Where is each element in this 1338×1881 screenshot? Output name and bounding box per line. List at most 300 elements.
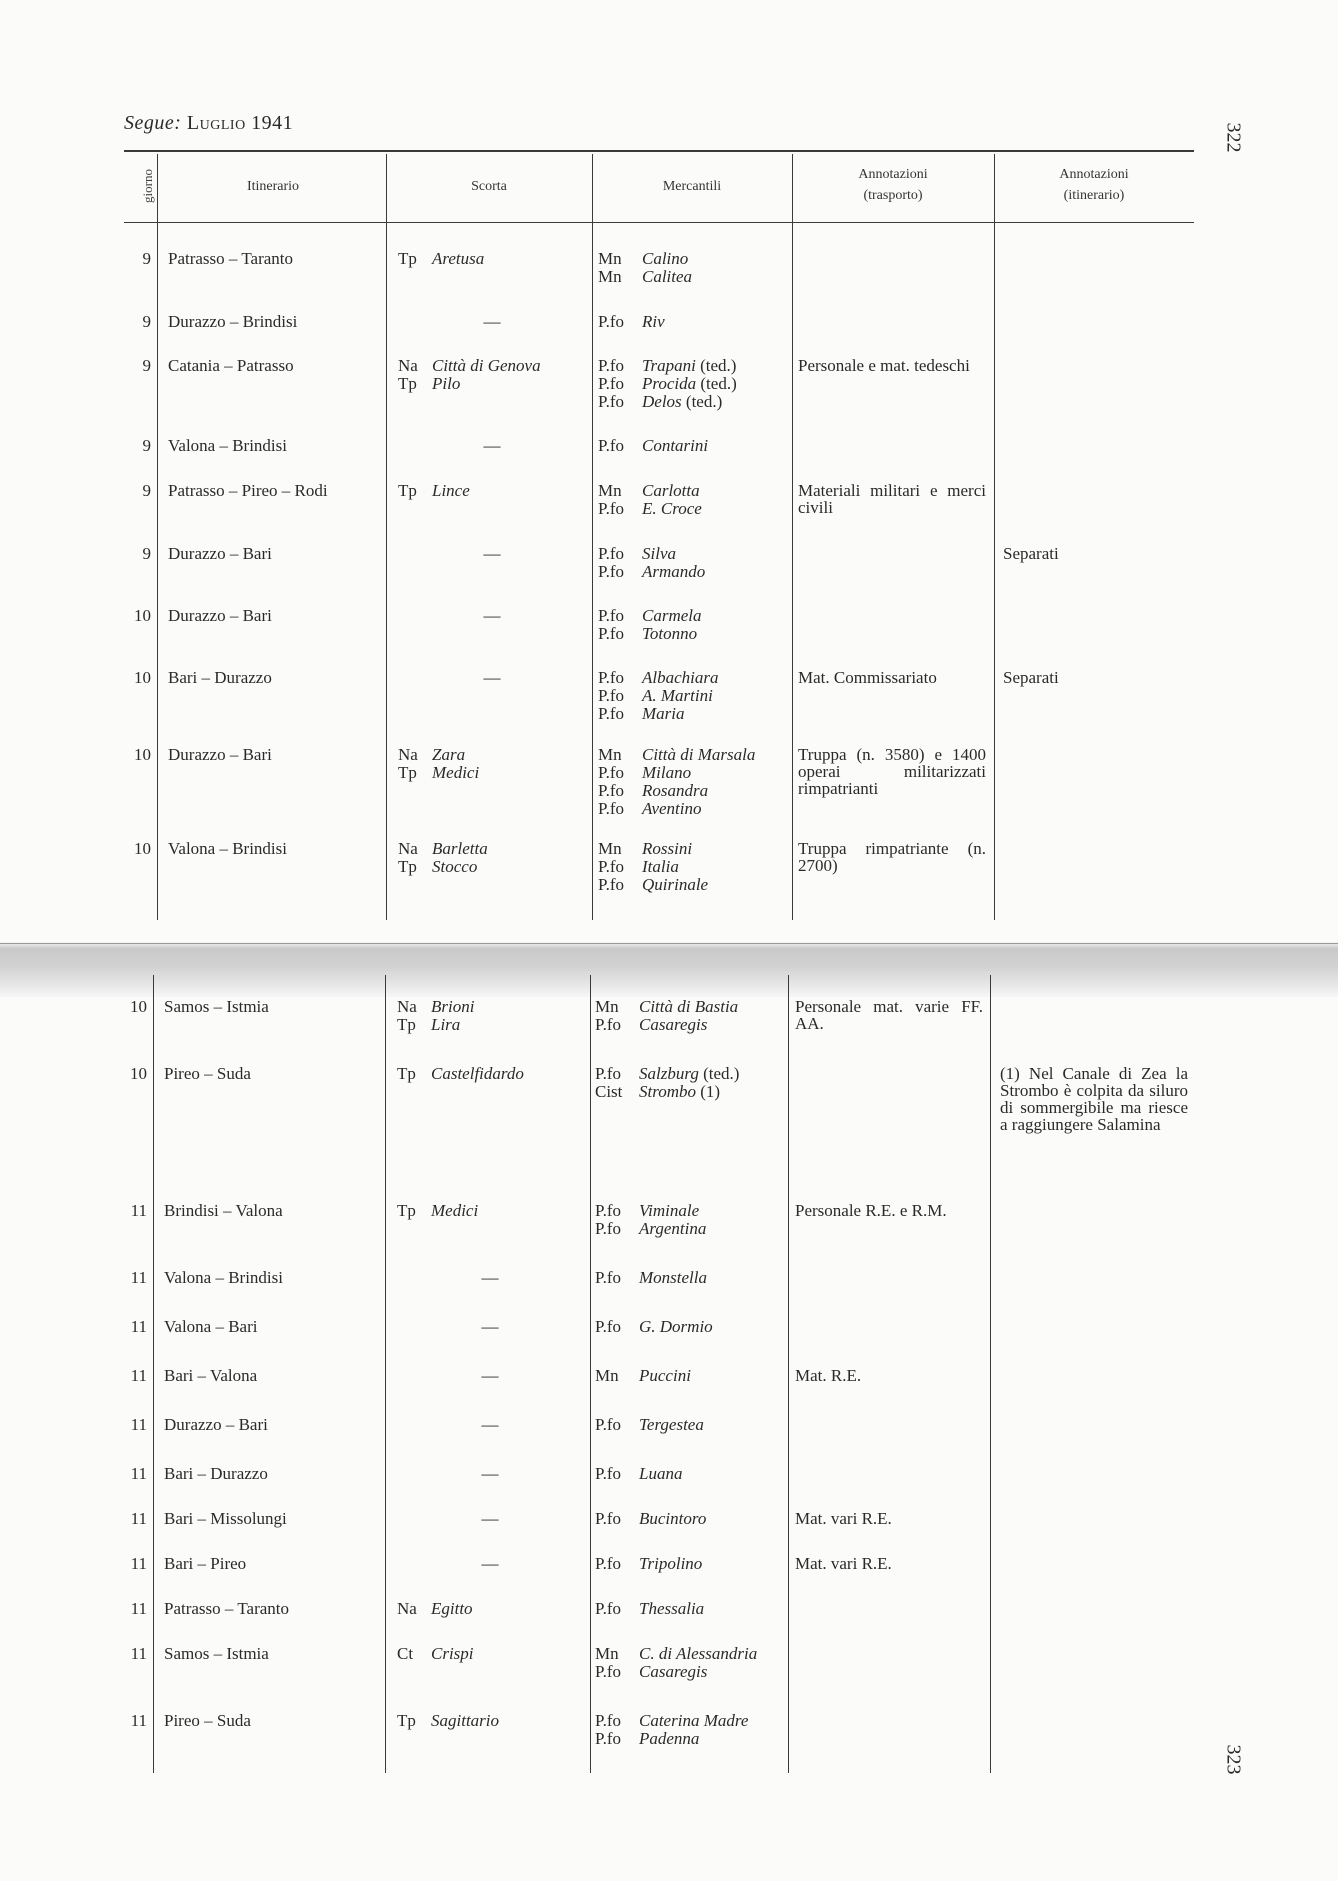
day-cell: 11	[130, 1366, 147, 1385]
merchant-ship-name: Albachiara	[642, 668, 719, 687]
day-cell: 10	[134, 839, 151, 858]
merchant-type: P.fo	[598, 686, 624, 705]
escort-ship-name: Medici	[431, 1201, 479, 1220]
escort-type: Na	[397, 1599, 417, 1618]
merchant-type: P.fo	[595, 1509, 621, 1528]
col-rule	[592, 154, 593, 920]
itinerary-cell: Bari – Durazzo	[164, 1464, 268, 1483]
escort-cell	[398, 746, 479, 782]
merchant-type: P.fo	[595, 1554, 621, 1573]
merchant-type: P.fo	[595, 1201, 621, 1220]
escort-type: Na	[398, 839, 418, 858]
merchant-ship-name: Carmela	[642, 606, 702, 625]
merchant-line	[595, 1510, 706, 1528]
escort-ship-name: Castelfidardo	[431, 1064, 524, 1083]
merchant-type: P.fo	[595, 1464, 621, 1483]
merchant-type: P.fo	[595, 1064, 621, 1083]
escort-ship-name: Egitto	[431, 1599, 473, 1618]
merchant-line	[595, 1016, 738, 1034]
escort-ship-name: Crispi	[431, 1644, 474, 1663]
day-cell: 9	[142, 436, 151, 455]
merchant-ship-name: Salzburg	[639, 1064, 699, 1083]
merchant-ship-name: Puccini	[639, 1366, 691, 1385]
merchant-ship-name: Argentina	[639, 1219, 707, 1238]
day-cell: 11	[130, 1554, 147, 1573]
merchants-cell	[595, 1510, 706, 1528]
merchants-cell	[595, 1318, 713, 1336]
day-cell: 11	[130, 1711, 147, 1730]
escort-dash: —	[481, 1415, 499, 1434]
merchant-ship-name: Italia	[642, 857, 679, 876]
merchants-cell	[595, 1465, 682, 1483]
merchant-line	[595, 1065, 739, 1083]
escort-line	[397, 998, 474, 1016]
merchant-ship-name: Calitea	[642, 267, 693, 286]
itinerary-cell: Pireo – Suda	[164, 1064, 251, 1083]
merchant-line	[595, 1367, 691, 1385]
merchant-ship-name: Bucintoro	[639, 1509, 707, 1528]
transport-note: Personale mat. varie FF. AA.	[795, 997, 983, 1033]
merchants-cell	[595, 1416, 704, 1434]
escort-line	[397, 1016, 474, 1034]
merchant-type: P.fo	[598, 799, 624, 818]
merchant-type: P.fo	[598, 857, 624, 876]
itinerary-cell: Patrasso – Taranto	[164, 1599, 290, 1618]
merchants-cell	[595, 1202, 706, 1238]
escort-type: Tp	[397, 1015, 416, 1034]
merchant-ship-name: Tergestea	[639, 1415, 704, 1434]
merchant-ship-name: Maria	[642, 704, 685, 723]
transport-note: Personale e mat. tedeschi	[798, 356, 970, 375]
day-cell: 9	[142, 481, 151, 500]
itinerary-cell: Patrasso – Pireo – Rodi	[168, 481, 328, 500]
merchant-ship-name: Quirinale	[642, 875, 709, 894]
merchant-type: P.fo	[595, 1015, 621, 1034]
merchant-type: P.fo	[595, 1268, 621, 1287]
merchants-cell	[595, 1269, 707, 1287]
merchant-line	[595, 1465, 682, 1483]
merchant-type: Mn	[598, 481, 622, 500]
merchants-cell	[595, 1367, 691, 1385]
merchant-line	[595, 1202, 706, 1220]
transport-note: Truppa (n. 3580) e 1400 operai militarizzati rimpatrianti	[798, 745, 986, 798]
merchant-line	[595, 1416, 704, 1434]
merchant-line	[598, 250, 692, 268]
escort-line	[398, 482, 470, 500]
merchant-ship-name: Casaregis	[639, 1662, 708, 1681]
itinerary-cell: Valona – Brindisi	[168, 839, 287, 858]
escort-ship-name: Sagittario	[431, 1711, 500, 1730]
escort-type: Na	[398, 356, 418, 375]
itinerary-cell: Samos – Istmia	[164, 1644, 269, 1663]
escort-cell	[398, 357, 541, 393]
escort-dash: —	[481, 1268, 499, 1287]
merchant-note: (1)	[696, 1082, 721, 1101]
merchant-type: P.fo	[595, 1662, 621, 1681]
col-head-itinerario-note	[994, 164, 1194, 206]
day-cell: 11	[130, 1599, 147, 1618]
merchant-line	[598, 482, 702, 500]
merchant-line	[598, 800, 755, 818]
merchant-type: P.fo	[598, 374, 624, 393]
merchant-line	[598, 669, 719, 687]
merchant-ship-name: Monstella	[639, 1268, 707, 1287]
transport-note: Mat. vari R.E.	[795, 1509, 892, 1528]
escort-type: Tp	[398, 481, 417, 500]
merchant-type: P.fo	[595, 1729, 621, 1748]
escort-ship-name: Lince	[432, 481, 470, 500]
merchant-line	[598, 437, 708, 455]
merchant-ship-name: Delos	[642, 392, 682, 411]
itinerary-cell: Durazzo – Bari	[168, 745, 272, 764]
escort-dash: —	[483, 606, 501, 625]
merchant-type: P.fo	[598, 763, 624, 782]
merchant-ship-name: Trapani	[642, 356, 696, 375]
merchant-line	[595, 1663, 757, 1681]
escort-ship-name: Brioni	[431, 997, 475, 1016]
merchant-ship-name: Padenna	[639, 1729, 700, 1748]
merchant-note: (ted.)	[698, 1064, 740, 1083]
page-number-top: 322	[1222, 122, 1245, 153]
escort-line	[398, 840, 488, 858]
merchant-line	[595, 1645, 757, 1663]
day-cell: 11	[130, 1415, 147, 1434]
merchant-ship-name: Thessalia	[639, 1599, 705, 1618]
table-top-rule	[124, 150, 1194, 152]
merchants-cell	[595, 1600, 704, 1618]
escort-type: Tp	[397, 1064, 416, 1083]
header-segue: Segue:	[124, 112, 182, 134]
itinerary-cell: Bari – Durazzo	[168, 668, 272, 687]
escort-cell	[398, 250, 484, 268]
merchant-type: P.fo	[598, 312, 624, 331]
itinerary-note: (1) Nel Canale di Zea la Strombo è colpita da siluro di sommergibile ma riesce a raggiungere Salamina	[1000, 1064, 1188, 1134]
merchant-type: Mn	[595, 997, 619, 1016]
escort-ship-name: Stocco	[432, 857, 478, 876]
merchant-type: P.fo	[595, 1317, 621, 1336]
escort-cell	[397, 1600, 473, 1618]
merchant-type: Mn	[598, 839, 622, 858]
col-rule	[792, 154, 793, 920]
merchant-ship-name: Città di Bastia	[639, 997, 739, 1016]
escort-line	[397, 1712, 499, 1730]
merchant-type: P.fo	[595, 1599, 621, 1618]
transport-note: Mat. Commissariato	[798, 668, 937, 687]
day-cell: 11	[130, 1268, 147, 1287]
col-rule	[386, 154, 387, 920]
merchant-line	[595, 1220, 706, 1238]
merchant-ship-name: Tripolino	[639, 1554, 703, 1573]
escort-line	[398, 375, 541, 393]
page-number-bottom: 323	[1222, 1744, 1245, 1775]
merchant-ship-name: Carlotta	[642, 481, 700, 500]
escort-cell	[397, 1645, 474, 1663]
col-head-trasporto-2: (trasporto)	[863, 188, 923, 203]
escort-type: Tp	[398, 857, 417, 876]
escort-type: Tp	[397, 1201, 416, 1220]
itinerary-cell: Valona – Brindisi	[168, 436, 287, 455]
merchant-type: P.fo	[598, 562, 624, 581]
day-cell: 10	[130, 1064, 147, 1083]
col-head-itinerario-note-2: (itinerario)	[1063, 188, 1125, 203]
escort-ship-name: Zara	[432, 745, 466, 764]
day-cell: 10	[134, 668, 151, 687]
merchant-line	[598, 764, 755, 782]
day-cell: 9	[142, 249, 151, 268]
escort-line	[397, 1202, 478, 1220]
escort-type: Na	[397, 997, 417, 1016]
merchant-type: Mn	[598, 267, 622, 286]
merchant-ship-name: Città di Marsala	[642, 745, 756, 764]
escort-ship-name: Lira	[431, 1015, 461, 1034]
escort-line	[398, 357, 541, 375]
merchant-type: P.fo	[598, 668, 624, 687]
col-rule	[994, 154, 995, 920]
merchant-note: (ted.)	[695, 356, 737, 375]
transport-note: Materiali militari e merci civili	[798, 481, 986, 517]
escort-dash: —	[483, 312, 501, 331]
transport-note: Truppa rimpatriante (n. 2700)	[798, 839, 986, 875]
escort-ship-name: Pilo	[432, 374, 461, 393]
merchant-note: (ted.)	[696, 374, 737, 393]
escort-type: Na	[398, 745, 418, 764]
day-cell: 10	[134, 745, 151, 764]
itinerary-cell: Patrasso – Taranto	[168, 249, 294, 268]
transport-note: Mat. R.E.	[795, 1366, 862, 1385]
escort-line	[397, 1645, 474, 1663]
escort-cell	[397, 1712, 499, 1730]
escort-line	[397, 1065, 524, 1083]
escort-type: Tp	[398, 374, 417, 393]
day-cell: 10	[134, 606, 151, 625]
merchants-cell	[598, 545, 705, 581]
itinerary-cell: Catania – Patrasso	[168, 356, 294, 375]
merchant-ship-name: Strombo	[639, 1082, 696, 1101]
merchant-line	[598, 687, 719, 705]
merchants-cell	[598, 840, 708, 894]
day-cell: 11	[130, 1201, 147, 1220]
merchant-ship-name: Riv	[642, 312, 665, 331]
merchant-line	[598, 840, 708, 858]
col-rule	[153, 975, 154, 1773]
merchants-cell	[595, 1712, 748, 1748]
day-cell: 9	[142, 356, 151, 375]
merchant-ship-name: Aventino	[642, 799, 702, 818]
merchant-type: Mn	[595, 1644, 619, 1663]
header-month: Luglio 1941	[186, 112, 294, 134]
merchants-cell	[595, 1645, 757, 1681]
col-head-mercantili: Mercantili	[662, 179, 722, 194]
merchant-ship-name: C. di Alessandria	[639, 1644, 758, 1663]
escort-type: Tp	[398, 763, 417, 782]
merchants-cell	[595, 1065, 739, 1101]
merchant-line	[598, 858, 708, 876]
col-rule	[385, 975, 386, 1773]
merchant-line	[595, 1083, 739, 1101]
merchant-line	[598, 782, 755, 800]
merchant-line	[598, 625, 702, 643]
merchant-line	[595, 998, 738, 1016]
merchant-ship-name: Procida	[642, 374, 697, 393]
merchants-cell	[598, 357, 737, 411]
merchant-line	[598, 375, 737, 393]
merchant-line	[595, 1730, 748, 1748]
col-head-itinerario-note-1: Annotazioni	[1059, 167, 1129, 182]
merchant-ship-name: A. Martini	[642, 686, 713, 705]
itinerary-cell: Durazzo – Bari	[164, 1415, 268, 1434]
merchant-line	[598, 746, 755, 764]
itinerary-cell: Durazzo – Bari	[168, 606, 272, 625]
page-edge-line	[0, 943, 1338, 944]
col-head-itinerario: Itinerario	[246, 179, 300, 194]
escort-line	[398, 250, 484, 268]
escort-dash: —	[481, 1509, 499, 1528]
escort-dash: —	[481, 1554, 499, 1573]
merchant-line	[598, 705, 719, 723]
itinerary-cell: Durazzo – Brindisi	[168, 312, 298, 331]
page-fold-gutter	[0, 942, 1338, 997]
escort-ship-name: Medici	[432, 763, 480, 782]
itinerary-cell: Valona – Bari	[164, 1317, 258, 1336]
merchants-cell	[598, 313, 665, 331]
merchant-line	[598, 357, 737, 375]
merchant-line	[595, 1555, 702, 1573]
escort-dash: —	[481, 1317, 499, 1336]
merchant-line	[598, 268, 692, 286]
merchant-ship-name: E. Croce	[642, 499, 702, 518]
merchants-cell	[598, 482, 702, 518]
merchant-type: Cist	[595, 1082, 623, 1101]
merchant-type: Mn	[598, 745, 622, 764]
escort-cell	[398, 840, 488, 876]
merchant-type: P.fo	[598, 704, 624, 723]
merchant-ship-name: Casaregis	[639, 1015, 708, 1034]
merchant-ship-name: Totonno	[642, 624, 698, 643]
merchant-ship-name: Silva	[642, 544, 676, 563]
col-rule	[590, 975, 591, 1773]
merchant-ship-name: Armando	[642, 562, 706, 581]
merchant-line	[595, 1269, 707, 1287]
col-rule	[788, 975, 789, 1773]
transport-note: Personale R.E. e R.M.	[795, 1201, 947, 1220]
merchants-cell	[598, 437, 708, 455]
merchants-cell	[598, 250, 692, 286]
itinerary-cell: Bari – Missolungi	[164, 1509, 287, 1528]
col-rule	[157, 154, 158, 920]
merchant-ship-name: G. Dormio	[639, 1317, 713, 1336]
itinerary-note: Separati	[1003, 544, 1059, 563]
day-cell: 10	[130, 997, 147, 1016]
merchant-line	[595, 1600, 704, 1618]
escort-line	[397, 1600, 473, 1618]
escort-line	[398, 858, 488, 876]
itinerary-cell: Brindisi – Valona	[164, 1201, 283, 1220]
merchant-type: P.fo	[598, 781, 624, 800]
merchant-ship-name: Luana	[639, 1464, 683, 1483]
transport-note: Mat. vari R.E.	[795, 1554, 892, 1573]
escort-type: Tp	[397, 1711, 416, 1730]
merchant-line	[598, 607, 702, 625]
day-cell: 11	[130, 1509, 147, 1528]
escort-line	[398, 746, 479, 764]
merchant-line	[598, 393, 737, 411]
itinerary-cell: Valona – Brindisi	[164, 1268, 283, 1287]
itinerary-cell: Samos – Istmia	[164, 997, 269, 1016]
merchant-type: P.fo	[595, 1219, 621, 1238]
day-cell: 11	[130, 1317, 147, 1336]
merchant-type: P.fo	[595, 1415, 621, 1434]
page-header	[124, 112, 293, 135]
escort-type: Tp	[398, 249, 417, 268]
col-head-scorta: Scorta	[471, 179, 507, 194]
day-cell: 11	[130, 1464, 147, 1483]
merchant-ship-name: Milano	[642, 763, 692, 782]
escort-dash: —	[483, 436, 501, 455]
escort-type: Ct	[397, 1644, 414, 1663]
merchant-ship-name: Caterina Madre	[639, 1711, 749, 1730]
escort-dash: —	[483, 668, 501, 687]
itinerary-cell: Bari – Pireo	[164, 1554, 247, 1573]
merchant-ship-name: Viminale	[639, 1201, 700, 1220]
merchant-line	[598, 500, 702, 518]
escort-cell	[397, 1065, 524, 1083]
merchant-type: P.fo	[595, 1711, 621, 1730]
merchants-cell	[595, 998, 738, 1034]
escort-cell	[398, 482, 470, 500]
escort-dash: —	[481, 1464, 499, 1483]
merchant-type: P.fo	[598, 436, 624, 455]
escort-dash: —	[481, 1366, 499, 1385]
escort-cell	[397, 998, 474, 1034]
table-header-rule	[124, 222, 1194, 223]
col-rule	[990, 975, 991, 1773]
merchant-line	[598, 545, 705, 563]
col-head-giorno: giorno	[140, 169, 155, 203]
merchant-line	[598, 876, 708, 894]
merchant-ship-name: Rossini	[642, 839, 693, 858]
merchants-cell	[598, 607, 702, 643]
merchant-ship-name: Rosandra	[642, 781, 709, 800]
merchant-line	[595, 1318, 713, 1336]
merchant-type: P.fo	[598, 606, 624, 625]
itinerary-cell: Bari – Valona	[164, 1366, 258, 1385]
merchant-note: (ted.)	[681, 392, 723, 411]
escort-ship-name: Barletta	[432, 839, 488, 858]
merchant-ship-name: Calino	[642, 249, 689, 268]
merchant-line	[598, 563, 705, 581]
merchant-type: P.fo	[598, 356, 624, 375]
escort-ship-name: Città di Genova	[432, 356, 541, 375]
merchant-type: P.fo	[598, 392, 624, 411]
escort-line	[398, 764, 479, 782]
escort-ship-name: Aretusa	[432, 249, 485, 268]
day-cell: 11	[130, 1644, 147, 1663]
col-head-trasporto-1: Annotazioni	[858, 167, 928, 182]
day-cell: 9	[142, 544, 151, 563]
merchants-cell	[598, 669, 719, 723]
escort-dash: —	[483, 544, 501, 563]
merchant-type: P.fo	[598, 875, 624, 894]
escort-cell	[397, 1202, 478, 1220]
merchants-cell	[598, 746, 755, 818]
col-head-trasporto	[792, 164, 994, 206]
merchant-ship-name: Contarini	[642, 436, 709, 455]
merchant-line	[595, 1712, 748, 1730]
day-cell: 9	[142, 312, 151, 331]
merchant-line	[598, 313, 665, 331]
merchant-type: P.fo	[598, 544, 624, 563]
itinerary-cell: Pireo – Suda	[164, 1711, 251, 1730]
